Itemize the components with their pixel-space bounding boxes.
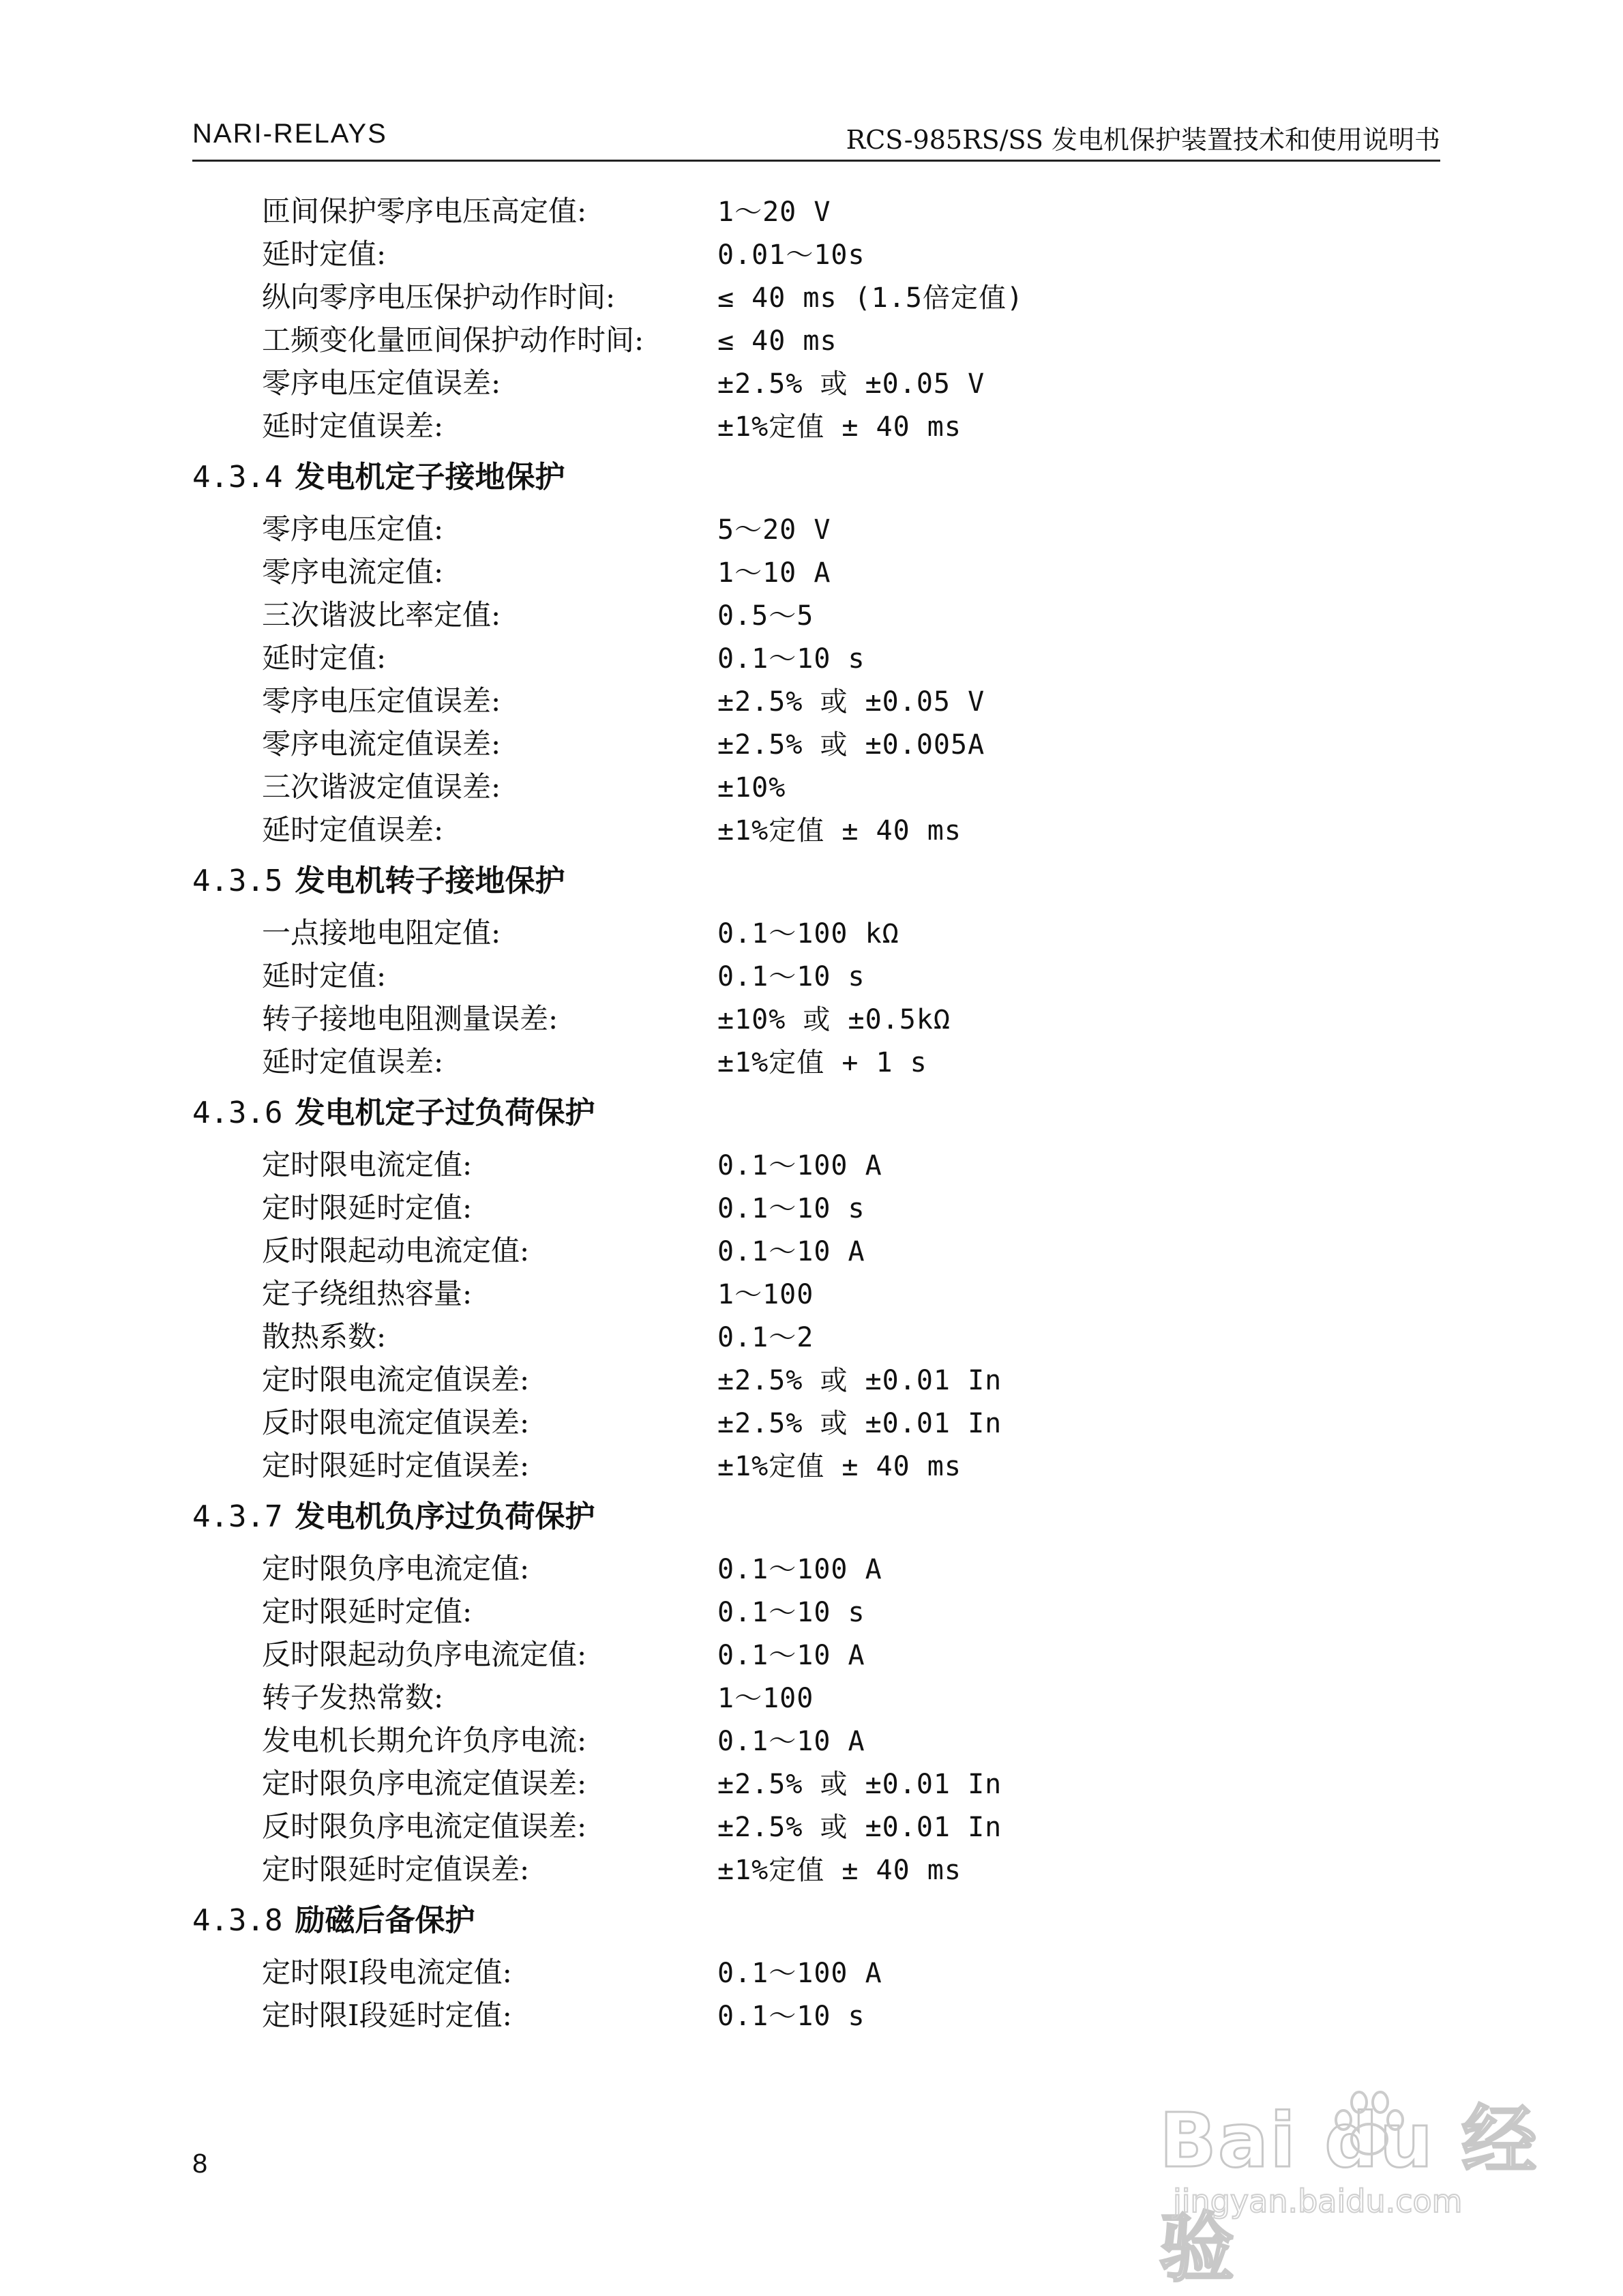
spec-label: 定时限Ⅰ段延时定值: (262, 1999, 512, 2032)
spec-value: 1～100 (717, 1279, 814, 1310)
spec-value: 1～100 (717, 1683, 814, 1714)
spec-label: 一点接地电阻定值: (262, 916, 501, 950)
spec-row (192, 1272, 1440, 1315)
section-heading (192, 447, 1440, 507)
spec-row (192, 1719, 1440, 1762)
spec-value: ±2.5% 或 ±0.05 V (717, 368, 985, 400)
watermark-url: jingyan.baidu.com (1173, 2183, 1463, 2220)
section-title: 发电机负序过负荷保护 (295, 1499, 595, 1534)
spec-label: 定时限延时定值误差: (262, 1853, 530, 1886)
section-heading (192, 851, 1440, 911)
spec-row (192, 1143, 1440, 1186)
spec-row (192, 1186, 1440, 1229)
spec-label: 延时定值误差: (262, 409, 444, 443)
spec-value: ±1%定值 + 1 s (717, 1047, 927, 1078)
spec-row (192, 276, 1440, 319)
section-title: 发电机定子过负荷保护 (295, 1095, 595, 1130)
spec-label: 工频变化量匝间保护动作时间: (262, 323, 644, 357)
spec-value: ±10% (717, 772, 786, 804)
spec-label: 延时定值: (262, 237, 387, 271)
spec-label: 散热系数: (262, 1320, 387, 1353)
spec-label: 反时限电流定值误差: (262, 1406, 530, 1439)
spec-row (192, 1590, 1440, 1633)
spec-label: 定时限延时定值误差: (262, 1449, 530, 1482)
spec-value: ±1%定值 ± 40 ms (717, 411, 962, 443)
spec-row (192, 1401, 1440, 1444)
spec-value: ±2.5% 或 ±0.005A (717, 729, 985, 761)
spec-row (192, 1040, 1440, 1083)
spec-value: 0.1～10 A (717, 1640, 865, 1671)
spec-value: 5～20 V (717, 514, 831, 546)
section-title: 励磁后备保护 (295, 1903, 475, 1938)
section-number: 4.3.8 (192, 1903, 283, 1938)
spec-label: 定时限延时定值: (262, 1191, 473, 1224)
spec-value: 0.1～2 (717, 1322, 814, 1353)
section-heading (192, 1083, 1440, 1143)
spec-row (192, 319, 1440, 362)
spec-label: 定时限电流定值: (262, 1148, 473, 1181)
spec-row (192, 765, 1440, 808)
paw-icon (1328, 2086, 1410, 2161)
spec-row (192, 507, 1440, 550)
spec-value: 0.1～10 A (717, 1236, 865, 1267)
spec-value: 0.1～10 s (717, 643, 865, 675)
spec-value: ≤ 40 ms (1.5倍定值) (717, 282, 1024, 314)
spec-row (192, 636, 1440, 679)
section-number: 4.3.4 (192, 460, 283, 495)
spec-value: 0.1～100 A (717, 1958, 882, 1989)
watermark-logo-text: Bai du 经验 (1159, 2097, 1538, 2292)
spec-label: 定时限延时定值: (262, 1595, 473, 1628)
spec-value: 1～10 A (717, 557, 831, 589)
spec-label: 定时限负序电流定值: (262, 1552, 530, 1585)
spec-label: 发电机长期允许负序电流: (262, 1724, 587, 1757)
section-number: 4.3.5 (192, 864, 283, 898)
spec-row (192, 1994, 1440, 2037)
spec-row (192, 997, 1440, 1040)
spec-row (192, 1951, 1440, 1994)
spec-row (192, 1633, 1440, 1676)
header-document-title: RCS-985RS/SS 发电机保护装置技术和使用说明书 (846, 125, 1440, 155)
spec-label: 零序电压定值误差: (262, 684, 501, 718)
spec-label: 延时定值: (262, 641, 387, 675)
spec-row (192, 233, 1440, 276)
spec-label: 定时限Ⅰ段电流定值: (262, 1956, 512, 1989)
spec-value: 0.1～100 kΩ (717, 918, 899, 950)
spec-row (192, 550, 1440, 593)
spec-value: 0.1～10 s (717, 961, 865, 992)
spec-row (192, 679, 1440, 722)
spec-label: 三次谐波定值误差: (262, 770, 501, 804)
spec-label: 匝间保护零序电压高定值: (262, 194, 587, 228)
spec-value: ±1%定值 ± 40 ms (717, 1451, 962, 1482)
spec-row (192, 808, 1440, 851)
spec-row (192, 1229, 1440, 1272)
spec-row (192, 1805, 1440, 1848)
spec-value: 0.01～10s (717, 239, 865, 271)
spec-value: 1～20 V (717, 196, 831, 228)
spec-row (192, 1762, 1440, 1805)
spec-row (192, 722, 1440, 765)
spec-value: 0.1～10 s (717, 1597, 865, 1628)
spec-label: 三次谐波比率定值: (262, 598, 501, 632)
spec-value: ±2.5% 或 ±0.05 V (717, 686, 985, 718)
spec-row (192, 1444, 1440, 1487)
section-number: 4.3.6 (192, 1095, 283, 1130)
section-heading (192, 1487, 1440, 1547)
spec-row (192, 593, 1440, 636)
spec-value: 0.5～5 (717, 600, 814, 632)
section-heading (192, 1891, 1440, 1951)
spec-value: ±2.5% 或 ±0.01 In (717, 1769, 1002, 1800)
spec-label: 转子接地电阻测量误差: (262, 1002, 559, 1035)
baidu-jingyan-watermark (1159, 2080, 1541, 2292)
spec-row (192, 1676, 1440, 1719)
spec-row (192, 1358, 1440, 1401)
spec-label: 零序电压定值: (262, 512, 444, 546)
spec-label: 转子发热常数: (262, 1681, 444, 1714)
spec-row (192, 362, 1440, 404)
spec-value: 0.1～100 A (717, 1554, 882, 1585)
spec-label: 纵向零序电压保护动作时间: (262, 280, 616, 314)
spec-row (192, 404, 1440, 447)
spec-label: 反时限负序电流定值误差: (262, 1810, 587, 1843)
section-title: 发电机定子接地保护 (295, 460, 565, 495)
spec-row (192, 954, 1440, 997)
spec-value: 0.1～100 A (717, 1150, 882, 1181)
spec-row (192, 911, 1440, 954)
spec-row (192, 1547, 1440, 1590)
spec-value: ±2.5% 或 ±0.01 In (717, 1408, 1002, 1439)
spec-label: 定子绕组热容量: (262, 1277, 473, 1310)
spec-label: 延时定值误差: (262, 1045, 444, 1078)
spec-value: 0.1～10 s (717, 1193, 865, 1224)
section-title: 发电机转子接地保护 (295, 864, 565, 898)
spec-value: ±2.5% 或 ±0.01 In (717, 1812, 1002, 1843)
spec-row (192, 190, 1440, 233)
spec-value: 0.1～10 A (717, 1726, 865, 1757)
spec-row (192, 1848, 1440, 1891)
page-number: 8 (192, 2149, 208, 2179)
spec-label: 零序电流定值: (262, 555, 444, 589)
spec-label: 零序电流定值误差: (262, 727, 501, 761)
spec-value: ≤ 40 ms (717, 325, 837, 357)
spec-label: 定时限电流定值误差: (262, 1363, 530, 1396)
spec-value: 0.1～10 s (717, 2001, 865, 2032)
spec-value: ±1%定值 ± 40 ms (717, 1855, 962, 1886)
spec-value: ±1%定值 ± 40 ms (717, 815, 962, 847)
spec-label: 定时限负序电流定值误差: (262, 1767, 587, 1800)
spec-row (192, 1315, 1440, 1358)
section-number: 4.3.7 (192, 1499, 283, 1534)
spec-label: 延时定值误差: (262, 813, 444, 847)
spec-label: 反时限起动电流定值: (262, 1234, 530, 1267)
spec-value: ±10% 或 ±0.5kΩ (717, 1004, 951, 1035)
spec-value: ±2.5% 或 ±0.01 In (717, 1365, 1002, 1396)
header-company: NARI-RELAYS (192, 119, 387, 149)
page-header (192, 115, 1440, 162)
spec-label: 延时定值: (262, 959, 387, 992)
document-body (192, 190, 1440, 2037)
spec-label: 反时限起动负序电流定值: (262, 1638, 587, 1671)
spec-label: 零序电压定值误差: (262, 366, 501, 400)
